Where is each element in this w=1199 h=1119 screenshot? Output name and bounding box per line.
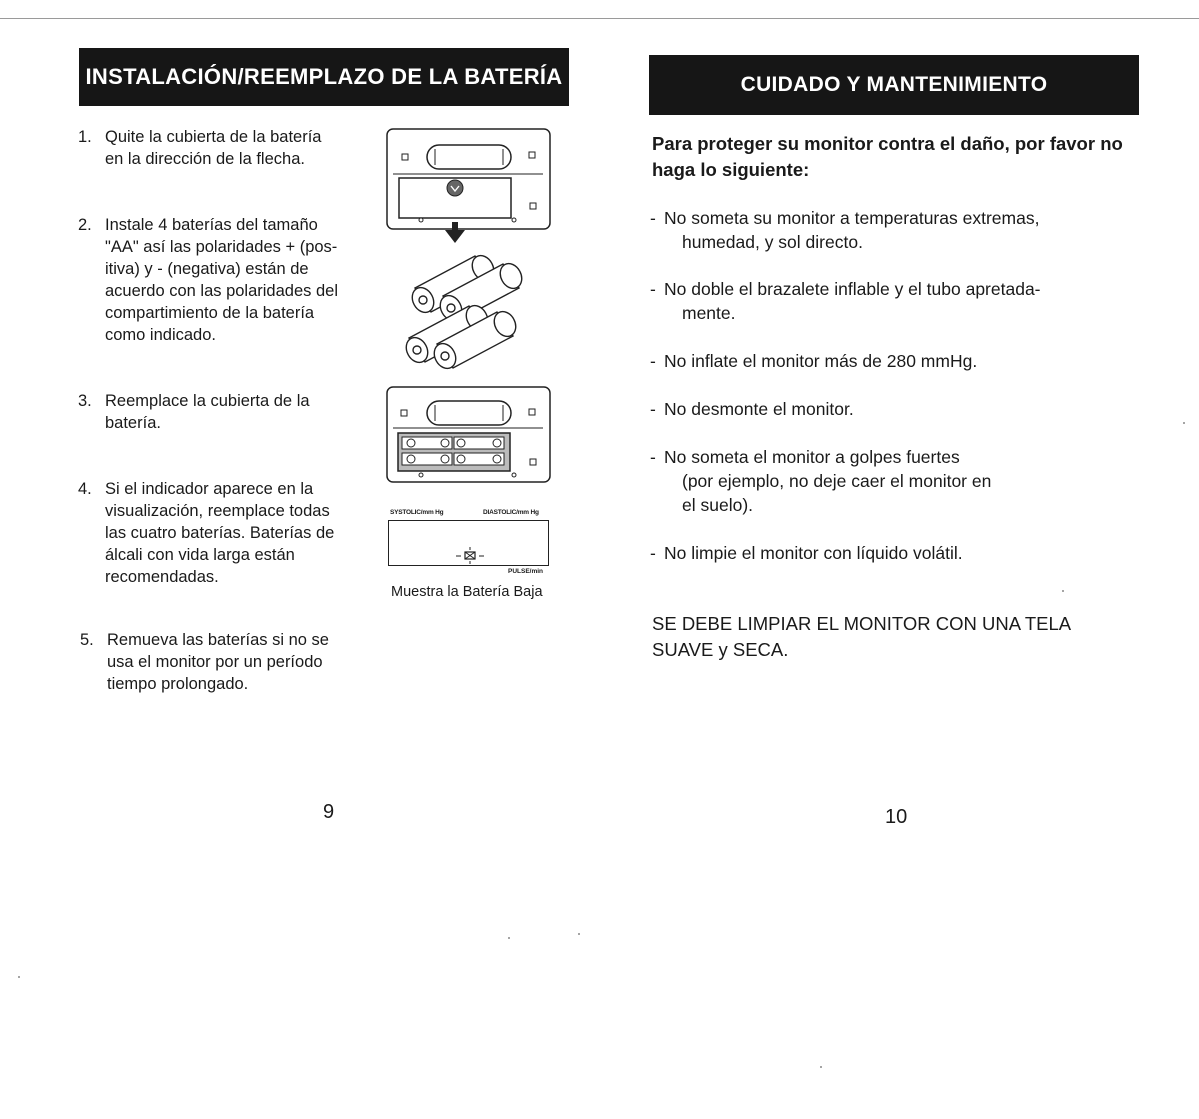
bullet-dash: - (650, 208, 656, 228)
bullet-text: No inflate el monitor más de 280 mmHg. (664, 351, 978, 371)
battery-section-heading: INSTALACIÓN/REEMPLAZO DE LA BATERÍA (79, 48, 569, 106)
step-text: Reemplace la cubierta de la batería. (105, 392, 310, 432)
bullet-continuation: (por ejemplo, no deje caer el monitor en el suelo). (682, 471, 992, 515)
bullet-text: No desmonte el monitor. (664, 399, 854, 419)
care-intro: Para proteger su monitor contra el daño, por favor no haga lo siguiente: (652, 133, 1123, 180)
scan-speck (1183, 422, 1185, 424)
cleaning-note: SE DEBE LIMPIAR EL MONITOR CON UNA TELA SUAVE y SECA. (652, 613, 1072, 660)
step-number: 3. (78, 392, 92, 410)
step-text: Quite la cubierta de la batería en la dirección de la flecha. (105, 128, 322, 168)
figure-caption: Muestra la Batería Baja (391, 584, 543, 600)
step-number: 1. (78, 128, 92, 146)
scan-speck (578, 933, 580, 935)
battery-cover-removal-illustration (383, 126, 555, 248)
batteries-installed-illustration (383, 384, 555, 488)
bullet-text: No someta el monitor a golpes fuertes (664, 447, 960, 467)
aa-batteries-illustration (393, 250, 533, 372)
low-battery-icon (454, 547, 488, 565)
bullet-dash: - (650, 399, 656, 419)
step-text: Remueva las baterías si no se usa el monitor por un período tiempo prolongado. (107, 631, 329, 693)
bullet-dash: - (650, 543, 656, 563)
scan-speck (18, 976, 20, 978)
bullet-dash: - (650, 351, 656, 371)
low-battery-display-illustration (384, 509, 554, 581)
pulse-label: PULSE/min (508, 568, 544, 575)
bullet-dash: - (650, 279, 656, 299)
bullet-dash: - (650, 447, 656, 467)
systolic-label: SYSTOLIC/mm Hg (390, 509, 444, 516)
step-number: 4. (78, 480, 92, 498)
scan-speck (820, 1066, 822, 1068)
page-number-left: 9 (323, 801, 335, 823)
bullet-text: No doble el brazalete inflable y el tubo apretada- (664, 279, 1041, 299)
step-text: Si el indicador aparece en la visualización, reemplace todas las cuatro baterías. Baterías de álcali con vida larga están recomendadas. (105, 480, 335, 586)
diastolic-label: DIASTOLIC/mm Hg (483, 509, 539, 516)
scan-speck (1062, 590, 1064, 592)
bullet-continuation: humedad, y sol directo. (682, 232, 863, 252)
scan-speck (508, 937, 510, 939)
step-text: Instale 4 baterías del tamaño "AA" así las polaridades + (pos- itiva) y - (negativa) están de acuerdo con las polaridades del compartimiento de la batería como indicado. (105, 216, 338, 344)
bullet-text: No limpie el monitor con líquido volátil. (664, 543, 963, 563)
bullet-text: No someta su monitor a temperaturas extremas, (664, 208, 1040, 228)
step-number: 2. (78, 216, 92, 234)
top-rule (0, 18, 1199, 19)
bullet-continuation: mente. (682, 303, 736, 323)
care-section-heading: CUIDADO Y MANTENIMIENTO (649, 55, 1139, 115)
page-number-right: 10 (885, 806, 908, 828)
step-number: 5. (80, 631, 94, 649)
